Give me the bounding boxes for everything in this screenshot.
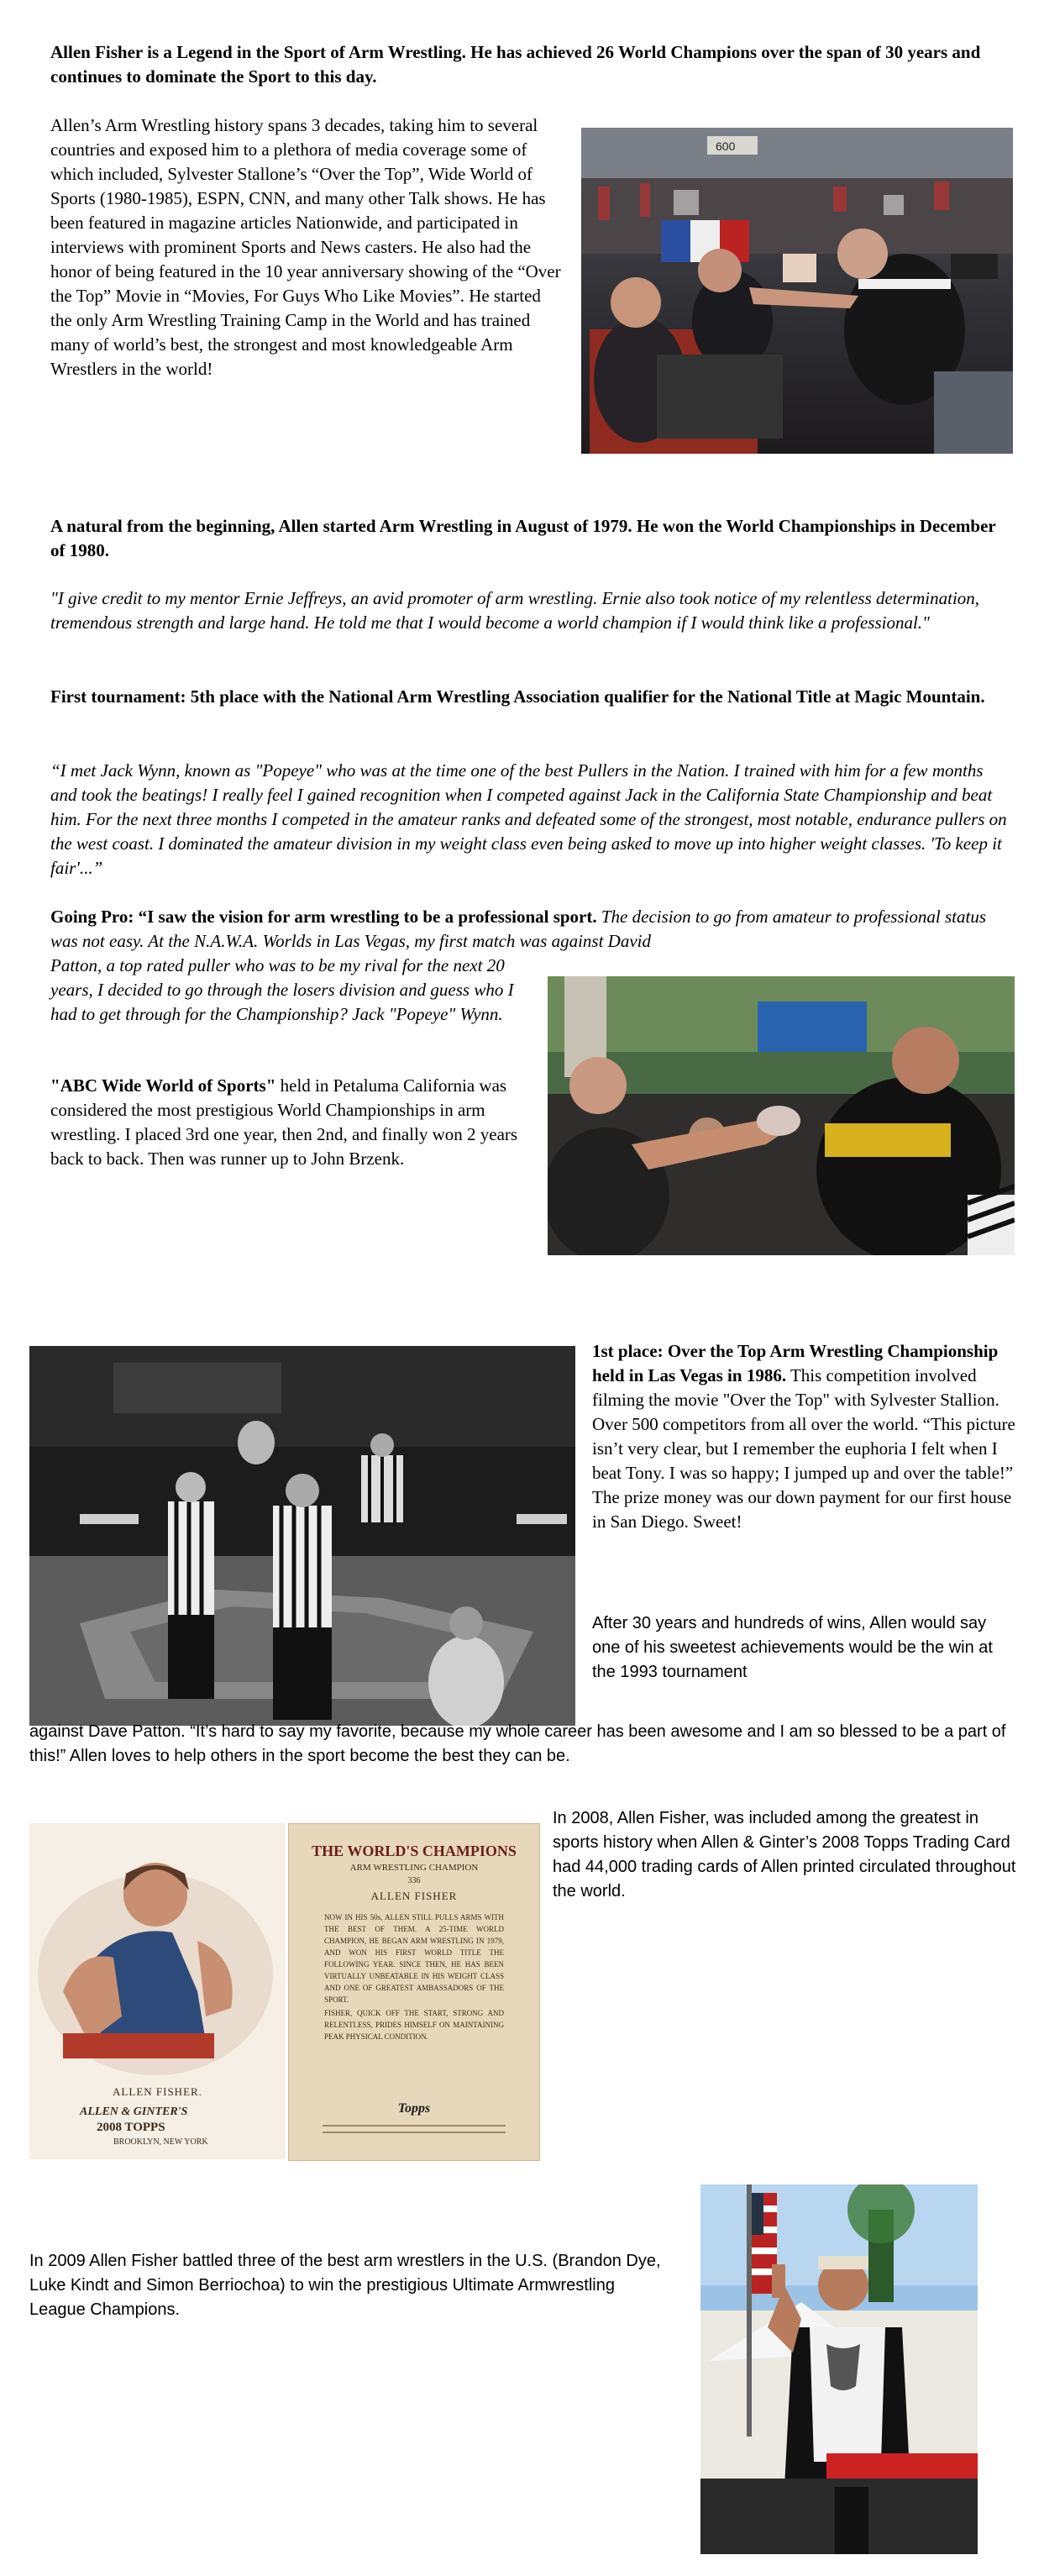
abc-text: held in Petaluma California was considered the most prestigious World Championships in arm wrestling. I placed 3rd one year, then 2nd, and finally won 2 years back to back. Then was runner up to John Brzenk. (50, 1075, 518, 1169)
intro-history: Allen’s Arm Wrestling history spans 3 decades, taking him to several countries and exposed him to a plethora of media coverage some of which included, Sylvester Stallone’s “Over the Top”, Wide World of Sports (1980-1985), ESPN, CNN, and many other Talk shows. He has been featured in magazine articles Nationwide, and participated in interviews with prominent Sports and News casters. He also had the honor of being featured in the 10 year anniversary showing of the “Over the Top” Movie in “Movies, For Guys Who Like Movies”. He started the only Arm Wrestling Training Camp in the World and has trained many of world’s best, the strongest and most knowledgeable Arm Wrestlers in the world! (50, 115, 561, 379)
beginning-headline: A natural from the beginning, Allen started Arm Wrestling in August of 1979. He won the World Championships in December of 1980. (50, 516, 996, 560)
topps-card-front (29, 1823, 286, 2159)
card-back-bio: NOW IN HIS 50s, ALLEN STILL PULLS ARMS WITH THE BEST OF THEM. A 25-TIME WORLD CHAMPION, HE BEGAN ARM WRESTLING IN 1979, AND WON HIS FIRST WORLD TITLE THE FOLLOWING YEAR. SINCE THEN, HE HAS BEEN VIRTUALLY UNBEATABLE IN HIS WEIGHT CLASS AND ONE OF GREATEST AMBASSADORS OF THE SPORT. (324, 1913, 504, 2004)
card-front-name: ALLEN FISHER. (113, 2085, 202, 2098)
topps-logo: Topps (397, 2101, 431, 2116)
sweetest-paragraph-b: against Dave Patton. “It’s hard to say my favorite, because my whole career has been awesome and I am so blessed to be a part of this!” Allen loves to help others in the sport become the best they can be. (29, 1722, 1006, 1765)
card-back-number: 336 (407, 1876, 421, 1885)
sweetest-paragraph-a: After 30 years and hundreds of wins, Allen would say one of his sweetest achievements would be the win at the 1993 tournament (592, 1614, 993, 1681)
abc-paragraph (50, 1074, 531, 1171)
card-back-subtitle: ARM WRESTLING CHAMPION (349, 1863, 479, 1873)
card-front-city: BROOKLYN, NEW YORK (113, 2137, 208, 2147)
topps-paragraph: In 2008, Allen Fisher, was included among the greatest in sports history when Allen & Ginter’s 2008 Topps Trading Card had 44,000 trading cards of Allen printed circulated throughout the world. (553, 1809, 1016, 1900)
topps-card-back (288, 1823, 540, 2161)
intro-headline: Allen Fisher is a Legend in the Sport of Arm Wrestling. He has achieved 26 World Champions over the span of 30 years and continues to dominate the Sport to this day. (50, 42, 981, 87)
ultimate-league-photo (700, 2184, 978, 2554)
card-front-brand: ALLEN & GINTER'S (80, 2105, 188, 2118)
over-the-top-label: 1st place: Over the Top Arm Wrestling Championship held in Las Vegas in 1986. (592, 1341, 999, 1385)
arena-banner-number: 600 (716, 139, 736, 153)
going-pro-paragraph (50, 905, 1012, 954)
card-back-title: THE WORLD'S CHAMPIONS (312, 1843, 517, 1859)
over-the-top-bw-photo (29, 1346, 575, 1726)
yukon-jack-match-photo (548, 976, 1015, 1255)
over-the-top-text: This competition involved filming the movie "Over the Top" with Sylvester Stallion. Over 500 competitors from all over the world. “This picture isn’t very clear, but I remember the euphoria I felt when I beat Tony. I was so happy; I jumped up and over the table!” The prize money was our down payment for our first house in San Diego. Sweet! (592, 1365, 1015, 1532)
ultimate-paragraph: In 2009 Allen Fisher battled three of the best arm wrestlers in the U.S. (Brandon Dye, Luke Kindt and Simon Berriochoa) to win the prestigious Ultimate Armwrestling League Champions. (29, 2252, 661, 2319)
card-back-name: ALLEN FISHER (370, 1890, 458, 1902)
going-pro-label: Going Pro: (50, 907, 139, 927)
going-pro-quote-start: “I saw the vision for arm wrestling to be a professional sport. (138, 907, 601, 927)
arena-match-photo (581, 128, 1013, 454)
going-pro-continued: Patton, a top rated puller who was to be my rival for the next 20 years, I decided to go through the losers division and guess who I had to get through for the Championship? Jack "Popeye" Wynn. (50, 955, 514, 1024)
card-back-style: FISHER, QUICK OFF THE START, STRONG AND RELENTLESS, PRIDES HIMSELF ON MAINTAINING PEAK PHYSICAL CONDITION. (324, 2009, 504, 2041)
card-front-year: 2008 TOPPS (97, 2121, 165, 2134)
going-pro-quote-italic: The decision to go from amateur to professional status was not easy. At the N.A.W.A. Worlds in Las Vegas, my first match was against David (50, 907, 986, 951)
popeye-quote: “I met Jack Wynn, known as "Popeye" who was at the time one of the best Pullers in the Nation. I trained with him for a few months and took the beatings! I really feel I gained recognition when I competed against Jack in the California State Championship and beat him. For the next three months I competed in the amateur ranks and defeated some of the strongest, most notable, endurance pullers on the west coast. I dominated the amateur division in my weight class even being asked to move up into higher weight classes. 'To keep it fair'...” (50, 760, 1007, 878)
first-tournament-headline: First tournament: 5th place with the National Arm Wrestling Association qualifier for the National Title at Magic Mountain. (50, 686, 985, 707)
abc-label: "ABC Wide World of Sports" (50, 1075, 276, 1096)
over-the-top-paragraph (592, 1339, 1016, 1534)
mentor-quote: "I give credit to my mentor Ernie Jeffreys, an avid promoter of arm wrestling. Ernie also took notice of my relentless determination, tremendous strength and large hand. He told me that I would become a world champion if I would think like a professional." (50, 588, 980, 633)
